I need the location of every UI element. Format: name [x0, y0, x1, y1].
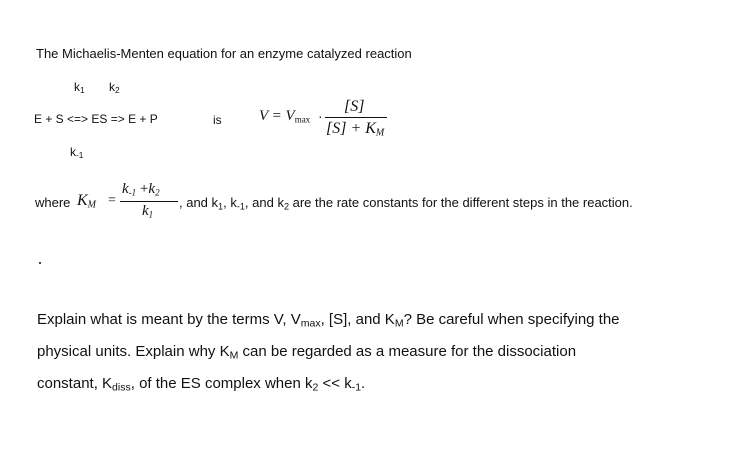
km-fraction-bar	[120, 201, 178, 202]
intro-text: The Michaelis-Menten equation for an enzyme catalyzed reaction	[36, 46, 412, 61]
question-line-2: physical units. Explain why $K_M$ can be regarded as a measure for the dissociation	[37, 343, 577, 362]
km-symbol: $K_M$	[77, 192, 97, 211]
question-line-1: Explain what is meant by the terms V, $V_{max}$, [S], and $K_M$? Be careful when specifying the	[37, 311, 620, 330]
reaction-equation: E + S <=> ES => E + P	[34, 112, 158, 126]
where-word: where	[35, 195, 71, 210]
rate-constant-k1-label: $k_1$	[74, 80, 85, 96]
km-equals: =	[108, 193, 116, 208]
rate-constant-k2-label: $k_2$	[109, 80, 120, 96]
stray-dot	[39, 262, 41, 264]
rate-constant-k-1-label: $k_{-1}$	[70, 145, 84, 161]
mm-denominator: $[S] + K_M$	[326, 120, 385, 139]
km-denominator: $k_1$	[142, 203, 154, 220]
mm-fraction-bar	[325, 117, 387, 118]
rate-constants-description: , and $k_1$, $k_{-1}$, and $k_2$ are the rate constants for the different steps in the reaction.	[179, 195, 633, 212]
is-word: is	[213, 113, 222, 127]
mm-lhs: $V = V_{max}$	[259, 108, 311, 125]
question-line-3: constant, $K_{diss}$, of the ES complex when $k_2 << k_{-1}$.	[37, 375, 366, 394]
mm-numerator: [S]	[344, 98, 365, 115]
km-numerator: $k_{-1} +k_2$	[122, 181, 160, 198]
mm-dot: ·	[318, 111, 323, 126]
